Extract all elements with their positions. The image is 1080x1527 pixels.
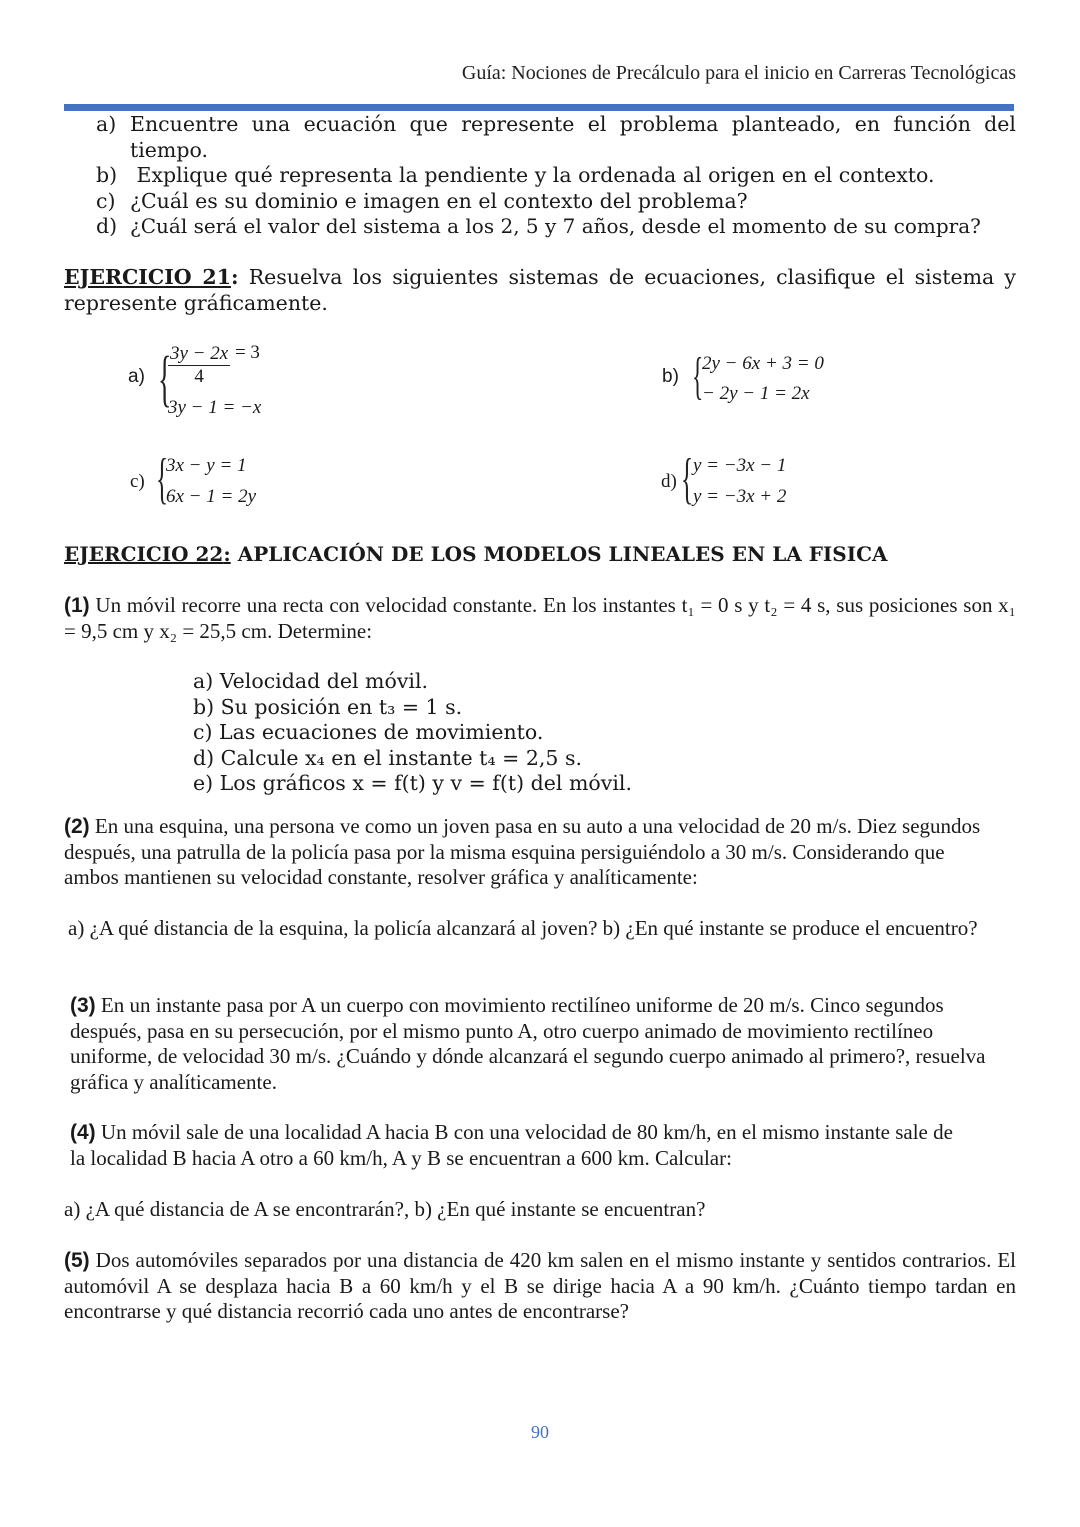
problem-5 xyxy=(64,1248,1016,1325)
list-item xyxy=(96,112,1016,163)
system-label: c) xyxy=(130,471,145,492)
system-a xyxy=(128,343,328,423)
problem-1 xyxy=(64,593,1016,644)
problem-number: (5) xyxy=(64,1249,90,1272)
system-b xyxy=(662,350,862,410)
item-text: ¿Cuál será el valor del sistema a los 2, 5 y 7 años, desde el momento de su compra? xyxy=(130,214,981,238)
problem-number: (2) xyxy=(64,815,90,838)
page-header-title: Guía: Nociones de Precálculo para el inicio en Carreras Tecnológicas xyxy=(461,62,1016,84)
problem-number: (1) xyxy=(64,594,90,617)
system-equation-2: 3y − 1 = −x xyxy=(168,397,262,418)
exercise-22-title: EJERCICIO 22 xyxy=(64,542,224,566)
system-equation-1: 3x − y = 1 xyxy=(166,455,247,476)
system-equation-1: 2y − 6x + 3 = 0 xyxy=(702,353,824,374)
exercise-21-statement xyxy=(64,265,1016,316)
brace-icon: { xyxy=(156,448,169,510)
system-equation-1 xyxy=(168,343,260,388)
problem-text: En un instante pasa por A un cuerpo con movimiento rectilíneo uniforme de 20 m/s. Cinco segundos después, pasa en su persecución, por el mismo punto A, otro cuerpo animado de movimiento rectilíneo uniforme, de velocidad 30 m/s. ¿Cuándo y dónde alcanzará el segundo cuerpo animado al primero?, resuelva gráfica y analíticamente. xyxy=(70,993,986,1094)
list-item xyxy=(96,189,1016,215)
item-text: ¿Cuál es su dominio e imagen en el contexto del problema? xyxy=(130,188,748,213)
list-item: b) Su posición en t₃ = 1 s. xyxy=(193,694,463,719)
item-text: Explique qué representa la pendiente y la ordenada al origen en el contexto. xyxy=(130,163,935,187)
system-label: b) xyxy=(662,366,679,387)
title-colon: : xyxy=(230,265,239,289)
list-item xyxy=(96,214,1016,240)
problem-number: (3) xyxy=(70,994,96,1017)
item-label: d) xyxy=(96,214,118,238)
brace-icon: { xyxy=(681,448,694,510)
brace-icon: { xyxy=(692,348,704,405)
problem-2-questions xyxy=(68,916,1003,942)
problem-text: Un móvil recorre una recta con velocidad constante. En los instantes t₁ = 0 s y t₂ = 4 s, sus posiciones son x₁ = 9,5 cm y x₂ = 25,5 cm. Determine: xyxy=(64,593,1016,643)
problem-text: En una esquina, una persona ve como un joven pasa en su auto a una velocidad de 20 m/s. Diez segundos después, una patrulla de la policía pasa por la misma esquina persiguiéndolo a 30 m/s. Considerando que ambos mantienen su velocidad constante, resolver gráfica y analíticamente: xyxy=(64,814,981,889)
problem-questions: a) ¿A qué distancia de A se encontrarán?, b) ¿En qué instante se encuentran? xyxy=(64,1197,706,1221)
header-rule xyxy=(64,104,1014,111)
exercise-21-title: EJERCICIO 21 xyxy=(64,265,231,289)
list-item xyxy=(96,163,1016,189)
item-text: Encuentre una ecuación que represente el problema planteado, en función del tiempo. xyxy=(130,112,1016,162)
problem-2 xyxy=(64,814,999,891)
previous-exercise-list xyxy=(96,112,1016,240)
system-d xyxy=(661,450,861,510)
item-label: c) xyxy=(96,188,116,213)
item-label: b) xyxy=(96,163,118,187)
list-item: d) Calcule x₄ en el instante t₄ = 2,5 s. xyxy=(193,745,582,770)
exercise-21-text: Resuelva los siguientes sistemas de ecuaciones, clasifique el sistema y represente gráficamente. xyxy=(64,265,1016,315)
problem-text: Dos automóviles separados por una distancia de 420 km salen en el mismo instante y sentidos contrarios. El automóvil A se desplaza hacia B a 60 km/h y el B se dirige hacia A a 90 km/h. ¿Cuánto tiempo tardan en encontrarse y qué distancia recorrió cada uno antes de encontrarse? xyxy=(64,1248,1016,1323)
problem-4 xyxy=(70,1120,970,1171)
list-item: a) Velocidad del móvil. xyxy=(193,669,429,693)
system-equation-2: y = −3x + 2 xyxy=(693,486,787,507)
system-label: d) xyxy=(661,471,677,492)
list-item: e) Los gráficos x = f(t) y v = f(t) del móvil. xyxy=(193,771,632,795)
problem-3 xyxy=(70,993,1015,1095)
item-label: a) xyxy=(96,112,117,136)
exercise-22-subtitle: APLICACIÓN DE LOS MODELOS LINEALES EN LA FISICA xyxy=(230,542,888,566)
problem-1-items xyxy=(193,669,632,797)
problem-text: Un móvil sale de una localidad A hacia B con una velocidad de 80 km/h, en el mismo instante sale de la localidad B hacia A otro a 60 km/h, A y B se encuentran a 600 km. Calcular: xyxy=(70,1120,953,1170)
fraction-denominator: 4 xyxy=(194,366,204,387)
system-label: a) xyxy=(128,366,145,387)
brace-icon: { xyxy=(158,345,172,413)
system-c xyxy=(130,450,330,510)
title-colon: : xyxy=(223,542,231,566)
page-number: 90 xyxy=(531,1422,549,1442)
problem-questions: a) ¿A qué distancia de la esquina, la policía alcanzará al joven? b) ¿En qué instante se produce el encuentro? xyxy=(68,916,978,940)
problem-number: (4) xyxy=(70,1121,96,1144)
fraction-numerator: 3y − 2x xyxy=(170,343,229,364)
equation-rhs: = 3 xyxy=(234,341,260,363)
exercise-22-heading xyxy=(64,542,1016,568)
problem-4-questions xyxy=(64,1197,1016,1223)
list-item: c) Las ecuaciones de movimiento. xyxy=(193,720,544,744)
system-equation-2: 6x − 1 = 2y xyxy=(166,486,257,507)
system-equation-2: − 2y − 1 = 2x xyxy=(702,383,810,404)
system-equation-1: y = −3x − 1 xyxy=(693,455,787,476)
